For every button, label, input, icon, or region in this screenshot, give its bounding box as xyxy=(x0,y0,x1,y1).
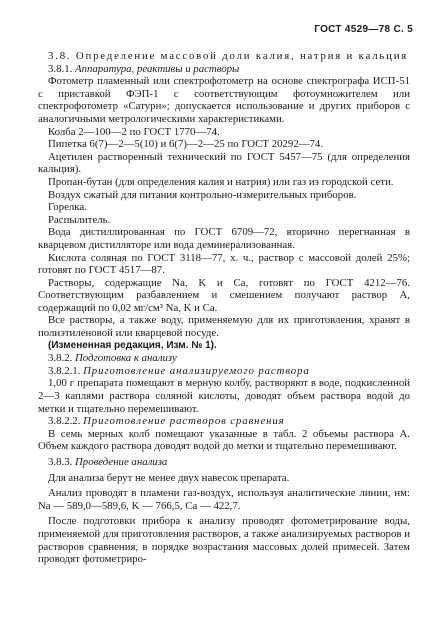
subsection-title: Приготовление растворов сравнения xyxy=(83,415,285,428)
paragraph-sample-prep: 1,00 г препарата помещают в мерную колбу, растворяют в воде, подкисленной 2—3 каплями раствора соляной кислоты, доводят объем раствора водой до метки и тщательно перемешивают. xyxy=(38,377,410,415)
subsection-heading-3-8-1 xyxy=(38,63,410,76)
subsection-heading-3-8-2 xyxy=(38,352,410,365)
paragraph-acetylene: Ацетилен растворенный технический по ГОСТ 5457—75 (для определения кальция). xyxy=(38,150,410,176)
paragraph-acid: Кислота соляная по ГОСТ 3118—77, х. ч., раствор с массовой долей 25%; готовят по ГОСТ 4517—87. xyxy=(38,251,410,277)
paragraph-sprayer: Распылитель. xyxy=(48,213,111,226)
page-header: ГОСТ 4529—78 С. 5 xyxy=(314,24,413,35)
paragraph-analysis-lines: Анализ проводят в пламени газ-воздух, используя аналитические линии, нм: Na — 589,0—589,6, K — 766,5, Ca — 422,7. xyxy=(38,487,410,512)
paragraph-photometer: Фотометр пламенный или спектрофотометр на основе спектрографа ИСП-51 с приставкой ФЭП-1 с соответствующим фотоумножителем или спектрофотометр «Сатурн»; допускается использование и других приборов с аналогичными метрологическими характеристиками. xyxy=(38,75,410,125)
subsection-heading-3-8-2-2 xyxy=(38,415,410,428)
section-number: 3.8.2.2. xyxy=(48,415,84,428)
amendment-note: (Измененная редакция, Изм. № 1). xyxy=(48,339,217,351)
section-heading-3-8: 3.8. Определение массовой доли калия, натрия и кальция xyxy=(48,50,409,62)
paragraph-two-samples: Для анализа берут не менее двух навесок препарата. xyxy=(48,471,290,484)
paragraph-procedure: После подготовки прибора к анализу проводят фотометрирование воды, применяемой для приготовления растворов, а также анализируемых растворов и растворов сравнения, в порядке возрастания массовых долей примесей. Затем проводят фотометриро- xyxy=(38,515,410,566)
paragraph-burner: Горелка. xyxy=(48,201,87,214)
subsection-title: Проведение анализа xyxy=(75,456,168,468)
paragraph-storage: Все растворы, а также воду, применяемую для их приготовления, хранят в полиэтиленовой или кварцевой посуде. xyxy=(38,314,410,340)
section-number: 3.8.1. xyxy=(48,62,75,75)
paragraph-solutions: Растворы, содержащие Na, K и Ca, готовят по ГОСТ 4212—76. Соответствующим разбавлением и смешением получают раствор А, содержащий по 0,02 мг/см³ Na, K и Ca. xyxy=(38,276,410,314)
paragraph-propane: Пропан-бутан (для определения калия и натрия) или газ из городской сети. xyxy=(48,175,394,188)
section-number: 3.8.2. xyxy=(48,352,75,365)
subsection-title: Подготовка к анализу xyxy=(75,352,177,365)
paragraph-air: Воздух сжатый для питания контрольно-измерительных приборов. xyxy=(48,188,357,201)
paragraph-pipette: Пипетка 6(7)—2—5(10) и 6(7)—2—25 по ГОСТ 20292—74. xyxy=(48,138,324,151)
document-body xyxy=(38,50,410,566)
subsection-title: Аппаратура, реактивы и растворы xyxy=(75,62,240,75)
subsection-heading-3-8-3 xyxy=(38,456,410,469)
paragraph-flask: Колба 2—100—2 по ГОСТ 1770—74. xyxy=(48,125,220,138)
paragraph-reference-solutions: В семь мерных колб помещают указанные в табл. 2 объемы раствора А. Объем каждого раствора доводят водой до метки и тщательно перемешивают. xyxy=(38,427,410,453)
subsection-heading-3-8-2-1 xyxy=(38,365,410,378)
section-number: 3.8.2.1. xyxy=(48,364,84,377)
subsection-title: Приготовление анализируемого раствора xyxy=(83,364,310,377)
paragraph-water: Вода дистиллированная по ГОСТ 6709—72, вторично перегнанная в кварцевом дистилляторе или вода деминерализованная. xyxy=(38,226,410,251)
section-number: 3.8.3. xyxy=(48,456,75,468)
